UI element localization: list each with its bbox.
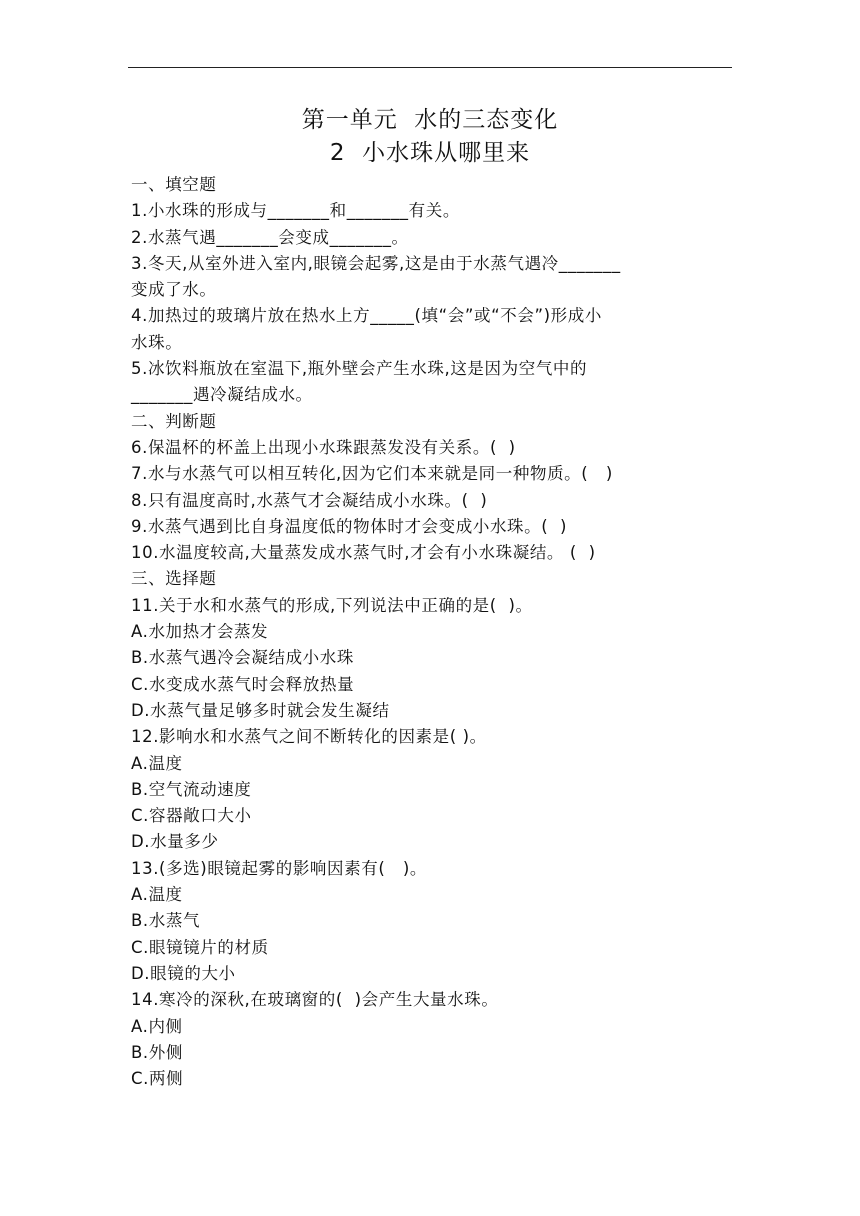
question-1: 1.小水珠的形成与_______和_______有关。	[131, 201, 460, 221]
question-14-option-a: A.内侧	[131, 1016, 183, 1036]
section-heading-fill-blank: 一、填空题	[131, 175, 217, 194]
section-heading-multiple-choice: 三、选择题	[131, 569, 217, 589]
section-heading-true-false: 二、判断题	[131, 411, 217, 431]
question-9: 9.水蒸气遇到比自身温度低的物体时才会变成小水珠。( )	[131, 516, 568, 536]
lesson-title: 2 小水珠从哪里来	[329, 140, 531, 166]
question-2: 2.水蒸气遇_______会变成_______。	[131, 227, 409, 247]
question-3-continued: 变成了水。	[131, 280, 217, 300]
question-11-option-d: D.水蒸气量足够多时就会发生凝结	[131, 700, 390, 720]
header-rule	[128, 67, 732, 68]
question-13-option-c: C.眼镜镜片的材质	[131, 937, 269, 957]
question-13-option-a: A.温度	[131, 885, 183, 905]
question-11: 11.关于水和水蒸气的形成,下列说法中正确的是( )。	[131, 595, 533, 615]
question-12-option-a: A.温度	[131, 753, 183, 773]
unit-title: 第一单元 水的三态变化	[301, 107, 559, 133]
question-12: 12.影响水和水蒸气之间不断转化的因素是( )。	[131, 727, 487, 747]
title-block	[128, 104, 732, 170]
question-14: 14.寒冷的深秋,在玻璃窗的( )会产生大量水珠。	[131, 990, 499, 1010]
question-5: 5.冰饮料瓶放在室温下,瓶外壁会产生水珠,这是因为空气中的	[131, 359, 588, 379]
question-4-continued: 水珠。	[131, 332, 183, 352]
question-14-option-b: B.外侧	[131, 1042, 183, 1062]
question-8: 8.只有温度高时,水蒸气才会凝结成小水珠。( )	[131, 490, 488, 510]
question-3: 3.冬天,从室外进入室内,眼镜会起雾,这是由于水蒸气遇冷_______	[131, 253, 621, 273]
question-11-option-b: B.水蒸气遇冷会凝结成小水珠	[131, 648, 354, 668]
question-4: 4.加热过的玻璃片放在热水上方_____(填“会”或“不会”)形成小	[131, 306, 602, 326]
question-12-option-d: D.水量多少	[131, 832, 219, 852]
question-10: 10.水温度较高,大量蒸发成水蒸气时,才会有小水珠凝结。 ( )	[131, 543, 596, 563]
question-13: 13.(多选)眼镜起雾的影响因素有( )。	[131, 858, 428, 878]
question-content	[131, 172, 735, 1092]
question-7: 7.水与水蒸气可以相互转化,因为它们本来就是同一种物质。( )	[131, 464, 613, 484]
question-6: 6.保温杯的杯盖上出现小水珠跟蒸发没有关系。( )	[131, 437, 516, 457]
question-13-option-b: B.水蒸气	[131, 911, 201, 931]
question-5-continued: _______遇冷凝结成水。	[131, 385, 313, 405]
question-13-option-d: D.眼镜的大小	[131, 963, 236, 983]
question-12-option-b: B.空气流动速度	[131, 779, 252, 799]
question-11-option-c: C.水变成水蒸气时会释放热量	[131, 674, 355, 694]
question-12-option-c: C.容器敞口大小	[131, 806, 252, 826]
question-11-option-a: A.水加热才会蒸发	[131, 622, 269, 642]
question-14-option-c: C.两侧	[131, 1069, 184, 1089]
